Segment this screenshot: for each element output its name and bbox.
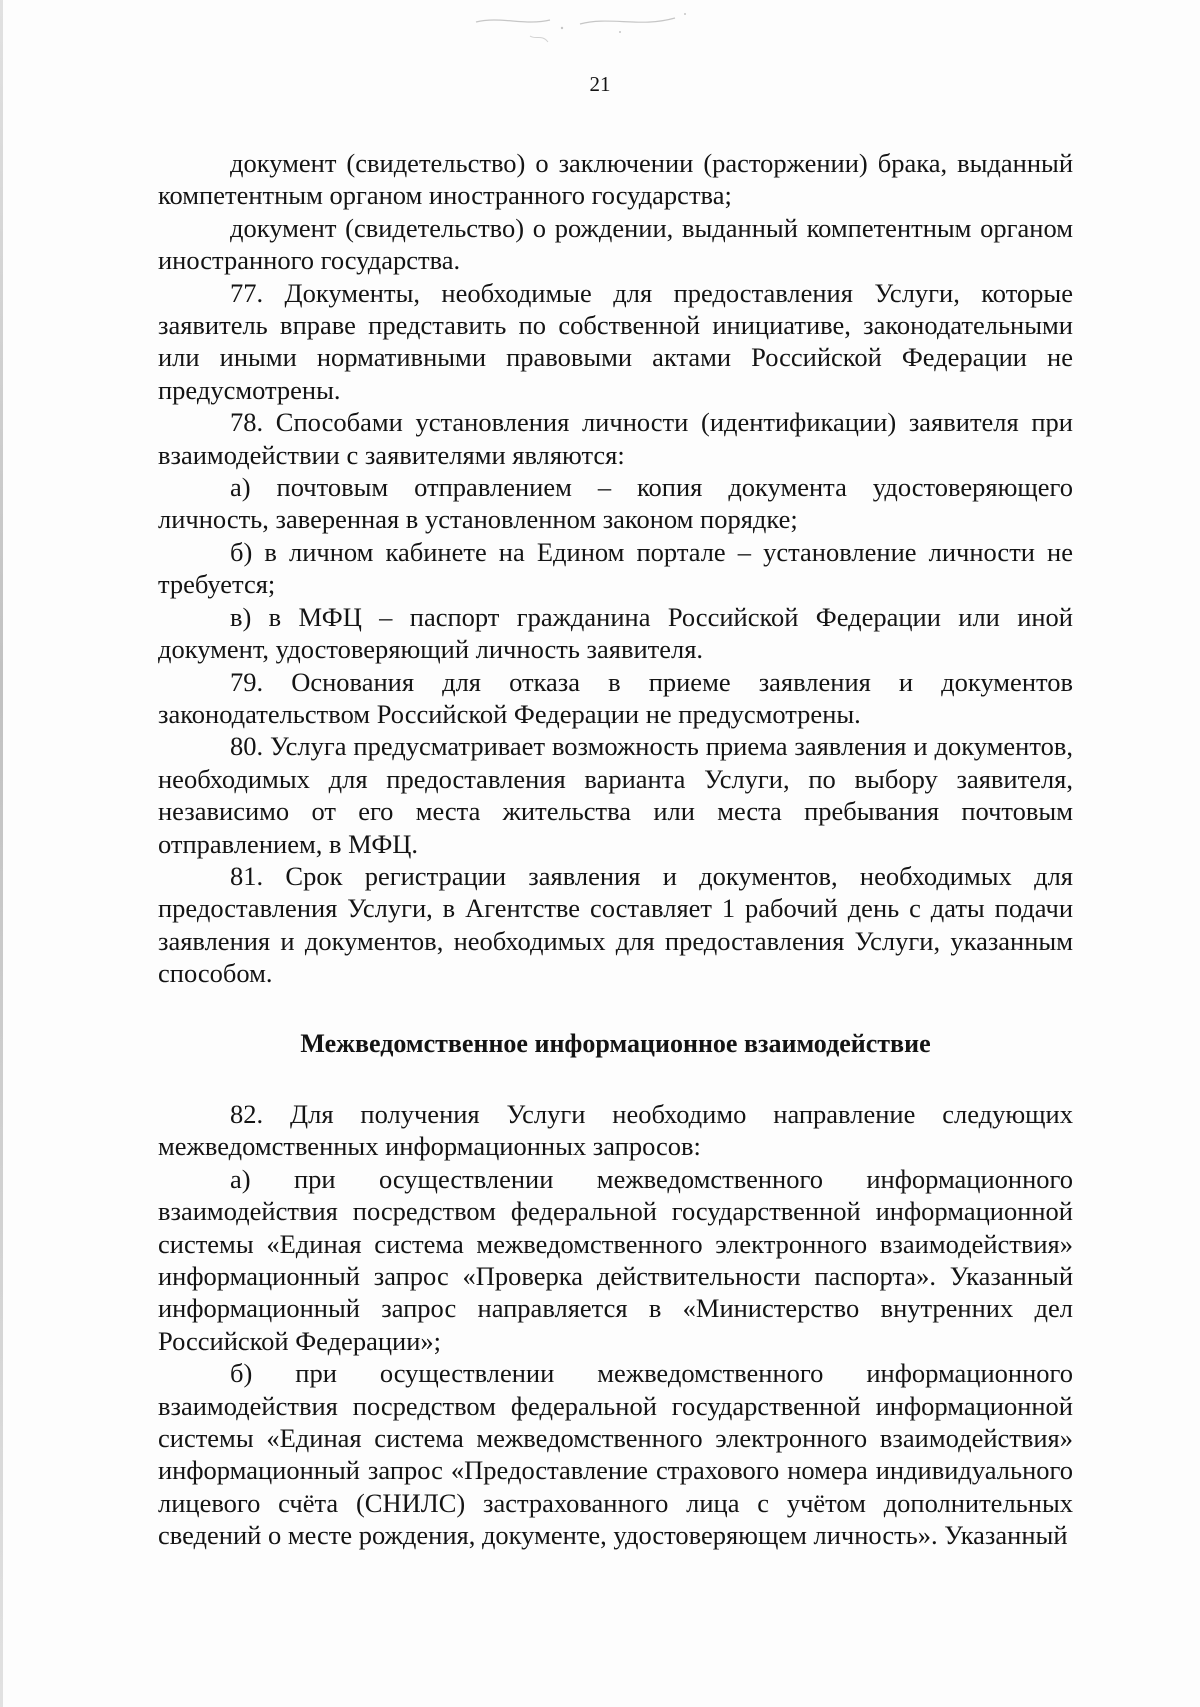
paragraph-78: 78. Способами установления личности (идентификации) заявителя при взаимодействии с заявителями являются:	[158, 407, 1073, 470]
page-number: 21	[589, 72, 611, 96]
paragraphs-after-heading	[158, 1098, 1073, 1552]
paragraphs-before-heading	[158, 147, 1073, 990]
paragraph-79: 79. Основания для отказа в приеме заявления и документов законодательством Российской Федерации не предусмотрены.	[158, 666, 1073, 729]
paragraph-82: 82. Для получения Услуги необходимо направление следующих межведомственных информационных запросов:	[158, 1098, 1073, 1162]
section-heading: Межведомственное информационное взаимодействие	[300, 1028, 931, 1058]
paragraph-77: 77. Документы, необходимые для предоставления Услуги, которые заявитель вправе представить по собственной инициативе, законодательными или иными нормативными правовыми актами Российской Федерации не предусмотрены.	[158, 277, 1073, 405]
paragraph-78-b: б) в личном кабинете на Едином портале – установление личности не требуется;	[158, 536, 1073, 600]
paragraph-82-a: а) при осуществлении межведомственного информационного взаимодействия посредством федеральной государственной информационной системы «Единая система межведомственного электронного взаимодействия» информационный запрос «Проверка действительности паспорта». Указанный информационный запрос направляется в «Министерство внутренних дел Российской Федерации»;	[158, 1163, 1073, 1356]
scan-edge-shadow	[0, 0, 3, 1707]
document-body	[158, 147, 1073, 1552]
scan-noise-marks	[470, 8, 750, 48]
paragraph-80: 80. Услуга предусматривает возможность приема заявления и документов, необходимых для предоставления варианта Услуги, по выбору заявителя, независимо от его места жительства или места пребывания почтовым отправлением, в МФЦ.	[158, 731, 1073, 859]
paragraph-marriage-document: документ (свидетельство) о заключении (расторжении) брака, выданный компетентным органом иностранного государства;	[158, 148, 1073, 211]
paragraph-78-a: а) почтовым отправлением – копия документа удостоверяющего личность, заверенная в установленном законом порядке;	[158, 472, 1073, 535]
paragraph-81: 81. Срок регистрации заявления и документов, необходимых для предоставления Услуги, в Агентстве составляет 1 рабочий день с даты подачи заявления и документов, необходимых для предоставления Услуги, указанным способом.	[158, 860, 1073, 989]
paragraph-birth-document: документ (свидетельство) о рождении, выданный компетентным органом иностранного государства.	[158, 212, 1073, 276]
paragraph-82-b: б) при осуществлении межведомственного информационного взаимодействия посредством федеральной государственной информационной системы «Единая система межведомственного электронного взаимодействия» информационный запрос «Предоставление страхового номера индивидуального лицевого счёта (СНИЛС) застрахованного лица с учётом дополнительных сведений о месте рождения, документе, удостоверяющем личность». Указанный	[158, 1358, 1073, 1551]
paragraph-78-c: в) в МФЦ – паспорт гражданина Российской Федерации или иной документ, удостоверяющий личность заявителя.	[158, 601, 1073, 665]
